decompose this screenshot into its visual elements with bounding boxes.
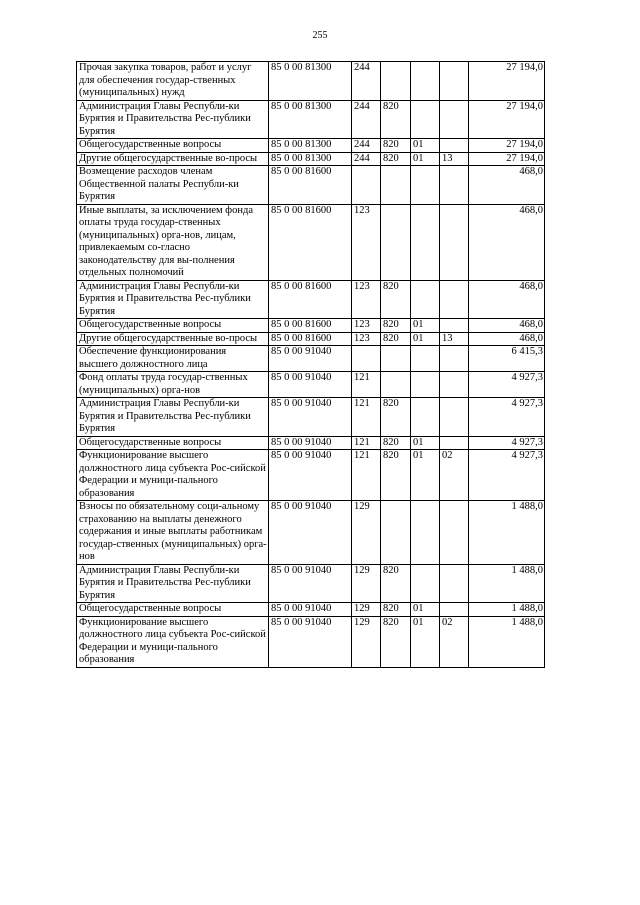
cell-sum: 4 927,3 [469, 436, 545, 450]
table-row [77, 152, 545, 166]
cell-pr [440, 603, 469, 617]
cell-sum: 27 194,0 [469, 139, 545, 153]
cell-pr: 13 [440, 152, 469, 166]
table-row [77, 139, 545, 153]
cell-rz: 01 [411, 436, 440, 450]
cell-grbs [381, 62, 411, 101]
cell-grbs: 820 [381, 100, 411, 139]
cell-pr [440, 166, 469, 205]
table-row [77, 332, 545, 346]
cell-pr [440, 436, 469, 450]
cell-rz: 01 [411, 450, 440, 501]
cell-csr: 85 0 00 91040 [269, 564, 352, 603]
cell-vr: 121 [352, 450, 381, 501]
cell-vr [352, 346, 381, 372]
cell-rz [411, 564, 440, 603]
cell-name: Иные выплаты, за исключением фонда оплаты труда государ-ственных (муниципальных) орга-нов, лицам, привлекаемым со-гласно законодательству для вы-полнения отдельных полномочий [77, 204, 269, 280]
cell-grbs: 820 [381, 398, 411, 437]
cell-vr: 123 [352, 280, 381, 319]
cell-grbs [381, 346, 411, 372]
cell-csr: 85 0 00 91040 [269, 372, 352, 398]
cell-csr: 85 0 00 81300 [269, 62, 352, 101]
cell-csr: 85 0 00 81600 [269, 319, 352, 333]
cell-name: Другие общегосударственные во-просы [77, 152, 269, 166]
cell-sum: 1 488,0 [469, 603, 545, 617]
table-row [77, 564, 545, 603]
cell-rz [411, 398, 440, 437]
cell-rz: 01 [411, 152, 440, 166]
cell-csr: 85 0 00 91040 [269, 603, 352, 617]
cell-sum: 1 488,0 [469, 616, 545, 667]
cell-csr: 85 0 00 91040 [269, 616, 352, 667]
table-row [77, 603, 545, 617]
cell-grbs [381, 501, 411, 565]
cell-rz [411, 166, 440, 205]
cell-sum: 1 488,0 [469, 564, 545, 603]
cell-name: Администрация Главы Республи-ки Бурятия и Правительства Рес-публики Бурятия [77, 398, 269, 437]
cell-name: Общегосударственные вопросы [77, 603, 269, 617]
cell-name: Другие общегосударственные во-просы [77, 332, 269, 346]
table-row [77, 100, 545, 139]
cell-csr: 85 0 00 81600 [269, 332, 352, 346]
cell-sum: 27 194,0 [469, 100, 545, 139]
cell-pr: 02 [440, 616, 469, 667]
cell-pr [440, 372, 469, 398]
table-row [77, 436, 545, 450]
cell-pr: 13 [440, 332, 469, 346]
cell-vr: 129 [352, 564, 381, 603]
cell-sum: 468,0 [469, 319, 545, 333]
cell-pr [440, 319, 469, 333]
cell-sum: 1 488,0 [469, 501, 545, 565]
cell-pr: 02 [440, 450, 469, 501]
cell-name: Общегосударственные вопросы [77, 319, 269, 333]
cell-csr: 85 0 00 91040 [269, 450, 352, 501]
cell-grbs: 820 [381, 152, 411, 166]
table-row [77, 372, 545, 398]
cell-pr [440, 204, 469, 280]
cell-name: Обеспечение функционирования высшего должностного лица [77, 346, 269, 372]
cell-csr: 85 0 00 81600 [269, 280, 352, 319]
cell-rz [411, 372, 440, 398]
cell-rz: 01 [411, 139, 440, 153]
cell-pr [440, 280, 469, 319]
cell-grbs: 820 [381, 332, 411, 346]
cell-rz [411, 100, 440, 139]
cell-pr [440, 346, 469, 372]
cell-vr [352, 166, 381, 205]
cell-pr [440, 501, 469, 565]
cell-name: Функционирование высшего должностного лица субъекта Рос-сийской Федерации и муници-пального образования [77, 616, 269, 667]
cell-rz: 01 [411, 332, 440, 346]
cell-name: Администрация Главы Республи-ки Бурятия и Правительства Рес-публики Бурятия [77, 100, 269, 139]
cell-csr: 85 0 00 81600 [269, 204, 352, 280]
cell-rz [411, 204, 440, 280]
cell-sum: 6 415,3 [469, 346, 545, 372]
cell-name: Возмещение расходов членам Общественной палаты Республи-ки Бурятия [77, 166, 269, 205]
cell-vr: 244 [352, 152, 381, 166]
cell-sum: 468,0 [469, 166, 545, 205]
table-row [77, 346, 545, 372]
cell-vr: 129 [352, 616, 381, 667]
cell-csr: 85 0 00 91040 [269, 501, 352, 565]
cell-csr: 85 0 00 91040 [269, 398, 352, 437]
cell-grbs: 820 [381, 436, 411, 450]
cell-grbs: 820 [381, 450, 411, 501]
cell-sum: 27 194,0 [469, 62, 545, 101]
cell-vr: 123 [352, 332, 381, 346]
budget-table [76, 61, 545, 668]
cell-grbs: 820 [381, 564, 411, 603]
cell-csr: 85 0 00 81300 [269, 152, 352, 166]
page-number: 255 [312, 30, 328, 41]
cell-rz: 01 [411, 319, 440, 333]
cell-sum: 4 927,3 [469, 398, 545, 437]
cell-grbs: 820 [381, 603, 411, 617]
cell-name: Общегосударственные вопросы [77, 436, 269, 450]
cell-vr: 244 [352, 62, 381, 101]
cell-pr [440, 100, 469, 139]
table-row [77, 280, 545, 319]
cell-vr: 123 [352, 204, 381, 280]
table-row [77, 398, 545, 437]
cell-name: Администрация Главы Республи-ки Бурятия и Правительства Рес-публики Бурятия [77, 280, 269, 319]
table-row [77, 319, 545, 333]
cell-pr [440, 564, 469, 603]
cell-csr: 85 0 00 81600 [269, 166, 352, 205]
cell-rz: 01 [411, 603, 440, 617]
cell-vr: 123 [352, 319, 381, 333]
cell-pr [440, 139, 469, 153]
cell-grbs: 820 [381, 616, 411, 667]
cell-vr: 121 [352, 398, 381, 437]
cell-vr: 129 [352, 501, 381, 565]
cell-grbs: 820 [381, 139, 411, 153]
cell-name: Прочая закупка товаров, работ и услуг для обеспечения государ-ственных (муниципальных) нужд [77, 62, 269, 101]
cell-rz: 01 [411, 616, 440, 667]
cell-sum: 4 927,3 [469, 372, 545, 398]
cell-csr: 85 0 00 81300 [269, 100, 352, 139]
cell-name: Фонд оплаты труда государ-ственных (муниципальных) орга-нов [77, 372, 269, 398]
cell-vr: 244 [352, 100, 381, 139]
cell-grbs [381, 166, 411, 205]
budget-table-body [77, 62, 545, 668]
cell-pr [440, 398, 469, 437]
table-row [77, 501, 545, 565]
cell-rz [411, 280, 440, 319]
cell-name: Функционирование высшего должностного лица субъекта Рос-сийской Федерации и муници-пального образования [77, 450, 269, 501]
cell-name: Взносы по обязательному соци-альному страхованию на выплаты денежного содержания и иные выплаты работникам государ-ственных (муниципальных) орга-нов [77, 501, 269, 565]
cell-grbs [381, 204, 411, 280]
cell-vr: 244 [352, 139, 381, 153]
table-row [77, 204, 545, 280]
cell-grbs: 820 [381, 280, 411, 319]
table-row [77, 166, 545, 205]
cell-csr: 85 0 00 81300 [269, 139, 352, 153]
cell-csr: 85 0 00 91040 [269, 346, 352, 372]
table-row [77, 62, 545, 101]
cell-vr: 121 [352, 436, 381, 450]
cell-pr [440, 62, 469, 101]
cell-rz [411, 346, 440, 372]
cell-grbs: 820 [381, 319, 411, 333]
cell-sum: 468,0 [469, 280, 545, 319]
cell-sum: 4 927,3 [469, 450, 545, 501]
table-row [77, 450, 545, 501]
table-row [77, 616, 545, 667]
cell-rz [411, 62, 440, 101]
cell-grbs [381, 372, 411, 398]
cell-sum: 27 194,0 [469, 152, 545, 166]
cell-name: Общегосударственные вопросы [77, 139, 269, 153]
cell-sum: 468,0 [469, 204, 545, 280]
cell-sum: 468,0 [469, 332, 545, 346]
cell-vr: 129 [352, 603, 381, 617]
cell-csr: 85 0 00 91040 [269, 436, 352, 450]
cell-name: Администрация Главы Республи-ки Бурятия и Правительства Рес-публики Бурятия [77, 564, 269, 603]
cell-vr: 121 [352, 372, 381, 398]
cell-rz [411, 501, 440, 565]
